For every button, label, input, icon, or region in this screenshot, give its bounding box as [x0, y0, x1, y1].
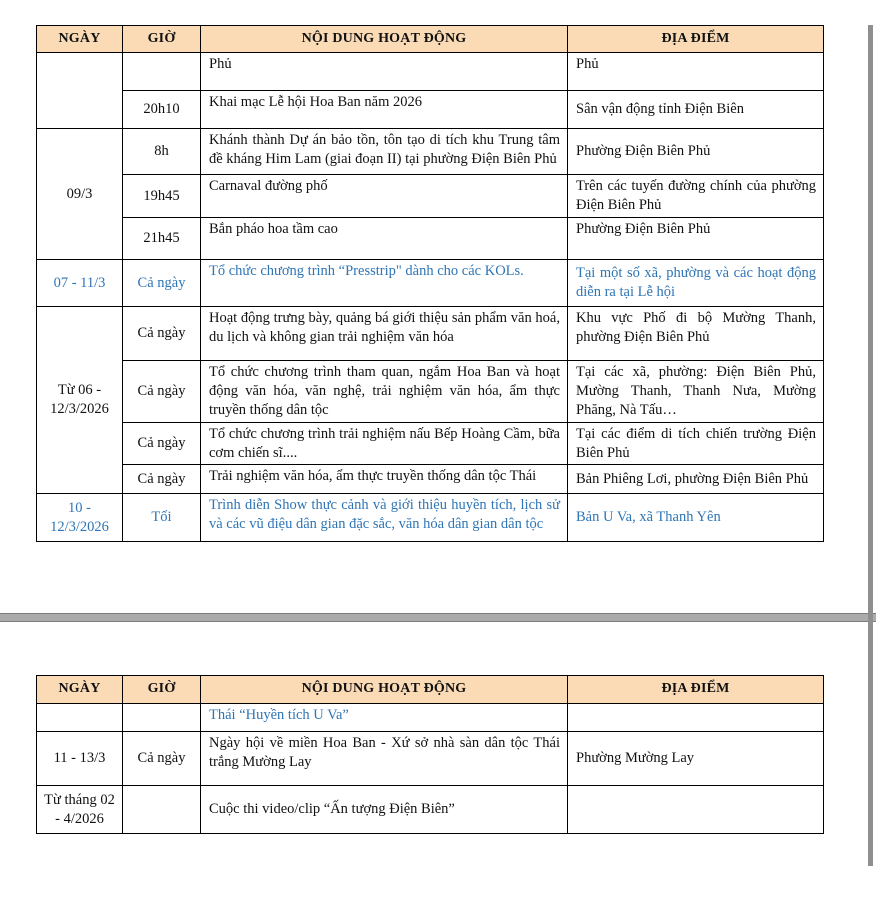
cell-place: Bản Phiêng Lơi, phường Điện Biên Phủ [568, 465, 824, 494]
table-row [37, 704, 824, 732]
cell-content: Cuộc thi video/clip “Ấn tượng Điện Biên” [201, 786, 568, 834]
cell-time: Cả ngày [123, 465, 201, 494]
table-row [37, 91, 824, 129]
table-row [37, 129, 824, 175]
cell-time: Cả ngày [123, 260, 201, 307]
cell-time: Cả ngày [123, 732, 201, 786]
cell-date: 10 - 12/3/2026 [37, 494, 123, 542]
cell-date [37, 704, 123, 732]
header-cell-dia-diem: ĐỊA ĐIỂM [568, 26, 824, 53]
cell-time: Cả ngày [123, 361, 201, 423]
cell-content: Khánh thành Dự án bảo tồn, tôn tạo di tích khu Trung tâm đề kháng Him Lam (giai đoạn II) tại phường Điện Biên Phủ [201, 129, 568, 175]
cell-content: Khai mạc Lễ hội Hoa Ban năm 2026 [201, 91, 568, 129]
cell-time [123, 786, 201, 834]
table-row [37, 175, 824, 218]
table-row [37, 53, 824, 91]
table-row [37, 732, 824, 786]
cell-content: Trải nghiệm văn hóa, ẩm thực truyền thống dân tộc Thái [201, 465, 568, 494]
cell-content: Ngày hội về miền Hoa Ban - Xứ sở nhà sàn dân tộc Thái trắng Mường Lay [201, 732, 568, 786]
header-cell-dia-diem: ĐỊA ĐIỂM [568, 676, 824, 704]
cell-place: Tại các xã, phường: Điện Biên Phủ, Mường Thanh, Thanh Nưa, Mường Phăng, Nà Tấu… [568, 361, 824, 423]
cell-date: 09/3 [37, 129, 123, 260]
schedule-table-2 [36, 675, 824, 834]
table-row [37, 422, 824, 465]
cell-place [568, 704, 824, 732]
table-row-highlighted [37, 494, 824, 542]
cell-time: 8h [123, 129, 201, 175]
header-cell-noi-dung: NỘI DUNG HOẠT ĐỘNG [201, 26, 568, 53]
cell-place: Khu vực Phố đi bộ Mường Thanh, phường Điện Biên Phủ [568, 307, 824, 361]
cell-time: 21h45 [123, 218, 201, 260]
table-row [37, 361, 824, 423]
document-page-1 [0, 25, 876, 613]
cell-time [123, 53, 201, 91]
cell-content: Phủ [201, 53, 568, 91]
schedule-table-1 [36, 25, 824, 542]
page-edge-line [868, 25, 873, 866]
cell-content: Bắn pháo hoa tầm cao [201, 218, 568, 260]
cell-place: Phường Điện Biên Phủ [568, 129, 824, 175]
cell-place: Trên các tuyến đường chính của phường Điện Biên Phủ [568, 175, 824, 218]
cell-content: Trình diễn Show thực cảnh và giới thiệu huyền tích, lịch sử và các vũ điệu dân gian đặc sắc, văn hóa dân gian dân tộc [201, 494, 568, 542]
document-viewport [0, 25, 876, 866]
cell-place [568, 786, 824, 834]
cell-time [123, 704, 201, 732]
table-header-row [37, 26, 824, 53]
cell-content: Tổ chức chương trình trải nghiệm nấu Bếp Hoàng Cầm, bữa cơm chiến sĩ.... [201, 422, 568, 465]
cell-content: Carnaval đường phố [201, 175, 568, 218]
cell-place: Tại một số xã, phường và các hoạt động diễn ra tại Lễ hội [568, 260, 824, 307]
cell-place: Phường Mường Lay [568, 732, 824, 786]
cell-content: Tổ chức chương trình tham quan, ngắm Hoa Ban và hoạt động văn hóa, văn nghệ, trải nghiệm văn hóa, ẩm thực truyền thống dân tộc [201, 361, 568, 423]
table-row [37, 307, 824, 361]
cell-place: Bản U Va, xã Thanh Yên [568, 494, 824, 542]
cell-date: 07 - 11/3 [37, 260, 123, 307]
cell-place: Tại các điểm di tích chiến trường Điện Biên Phủ [568, 422, 824, 465]
cell-time: Cả ngày [123, 307, 201, 361]
table-row [37, 786, 824, 834]
cell-place: Phủ [568, 53, 824, 91]
cell-time: 20h10 [123, 91, 201, 129]
header-cell-ngay: NGÀY [37, 676, 123, 704]
header-cell-noi-dung: NỘI DUNG HOẠT ĐỘNG [201, 676, 568, 704]
cell-time: Tối [123, 494, 201, 542]
cell-place: Sân vận động tỉnh Điện Biên [568, 91, 824, 129]
document-page-2 [0, 675, 876, 918]
cell-place: Phường Điện Biên Phủ [568, 218, 824, 260]
cell-content: Thái “Huyền tích U Va” [201, 704, 568, 732]
cell-time: Cả ngày [123, 422, 201, 465]
table-row [37, 218, 824, 260]
table-row [37, 465, 824, 494]
table-row-highlighted [37, 260, 824, 307]
cell-time: 19h45 [123, 175, 201, 218]
page-separator [0, 613, 876, 622]
header-cell-gio: GIỜ [123, 676, 201, 704]
cell-content: Tổ chức chương trình “Presstrip" dành cho các KOLs. [201, 260, 568, 307]
cell-content: Hoạt động trưng bày, quảng bá giới thiệu sản phẩm văn hoá, du lịch và không gian trải nghiệm văn hóa [201, 307, 568, 361]
header-cell-ngay: NGÀY [37, 26, 123, 53]
header-cell-gio: GIỜ [123, 26, 201, 53]
table-header-row [37, 676, 824, 704]
cell-date [37, 53, 123, 129]
cell-date: 11 - 13/3 [37, 732, 123, 786]
cell-date: Từ tháng 02 - 4/2026 [37, 786, 123, 834]
cell-date: Từ 06 - 12/3/2026 [37, 307, 123, 494]
